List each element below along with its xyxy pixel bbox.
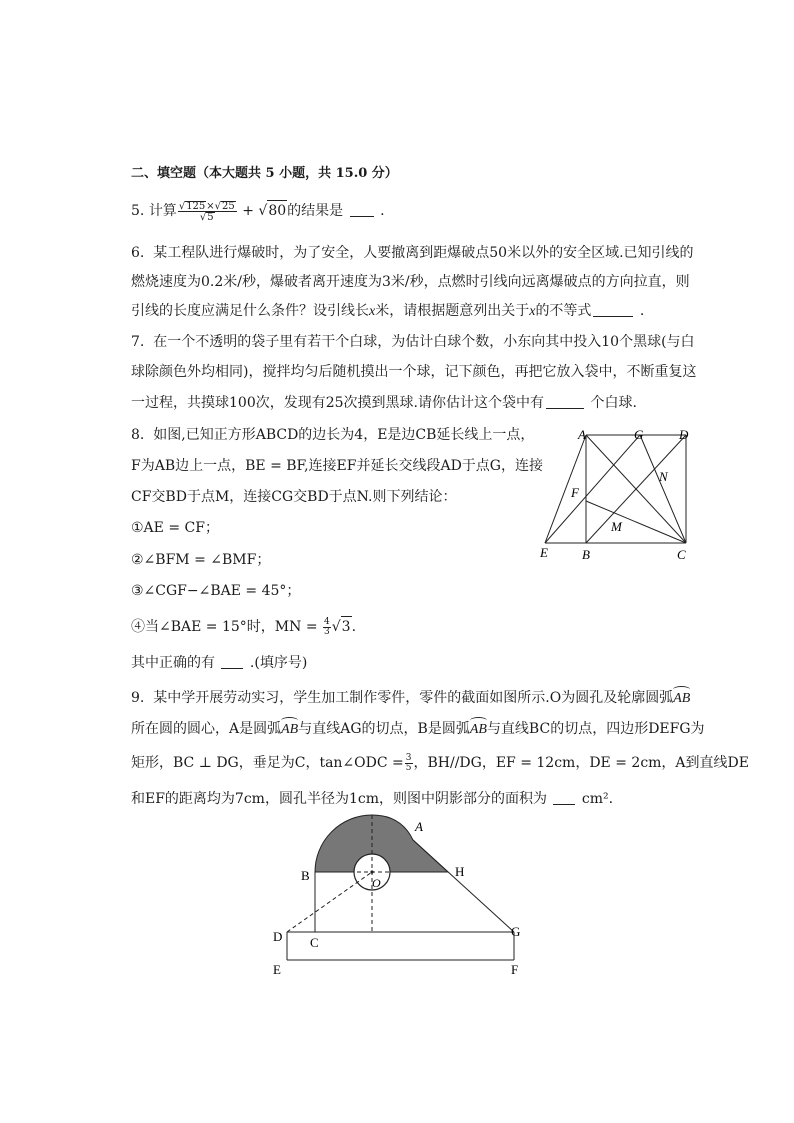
question-6-line-1: 6. 某工程队进行爆破时，为了安全，人要撤离到距爆破点50米以外的安全区域.已知引线的 [131, 245, 694, 261]
fig8-label-A: A [578, 427, 586, 442]
q9-number: 9. [131, 690, 145, 706]
fig8-label-G: G [634, 427, 644, 442]
fig8-label-N: N [659, 469, 668, 484]
q5-sqrt80: 80 [267, 200, 287, 221]
q9-figure [265, 808, 535, 983]
q8-answer-line: 其中正确的有 .(填序号) [131, 655, 308, 671]
q8-conclusion-1: ①AE = CF； [131, 520, 219, 536]
q8-conclusion-4: ④当∠BAE = 15°时，MN = $\frac{4}{3}$ √3. [131, 616, 357, 637]
fig9-label-E: E [273, 962, 281, 977]
fig9-label-C: C [310, 935, 319, 950]
fig8-label-F: F [571, 485, 579, 500]
question-6-line-3: 引线的长度应满足什么条件？设引线长x米，请根据题意列出关于x的不等式 . [131, 303, 645, 319]
question-9-line-2: 所在圆的圆心，A是圆弧AB与直线AG的切点，B是圆弧AB与直线BC的切点，四边形DEFG为 [131, 719, 705, 740]
fig9-label-D: D [273, 929, 283, 944]
fig9-label-A: A [415, 819, 423, 834]
q8-conclusion-2: ②∠BFM = ∠BMF； [131, 552, 271, 568]
fig8-label-E: E [540, 545, 548, 560]
question-6-line-2: 燃烧速度为0.2米/秒，爆破者离开速度为3米/秒，点燃时引线向远离爆破点的方向拉直，则 [131, 274, 690, 290]
question-7-line-2: 球除颜色外均相同)，搅拌均匀后随机摸出一个球，记下颜色，再把它放入袋中，不断重复这 [131, 364, 697, 380]
fig9-label-O: O [372, 876, 381, 890]
q5-fraction: $\frac{√125\times√25}{√5}$ [178, 200, 235, 223]
question-8-line-3: CF交BD于点M，连接CG交BD于点N.则下列结论： [131, 489, 457, 505]
q5-answer-blank[interactable] [350, 202, 374, 217]
q5-plus: + [242, 203, 254, 219]
question-9-line-3: 矩形，BC ⊥ DG，垂足为C，tan∠ODC = $\frac{3}{5}$ ，BH//DG，EF = 12cm，DE = 2cm，A到直线DE [131, 752, 749, 773]
q8-answer-blank[interactable] [221, 654, 243, 669]
fig9-label-F: F [511, 962, 519, 977]
question-7-line-3: 一过程，共摸球100次，发现有25次摸到黑球.请你估计这个袋中有 个白球. [131, 395, 637, 411]
q5-pre: 计算 [148, 203, 177, 219]
q5-number: 5. [131, 203, 145, 219]
question-9-line-4: 和EF的距离均为7cm，圆孔半径为1cm，则图中阴影部分的面积为 cm². [131, 791, 614, 807]
question-5: 5. 计算 $\frac{√125\times√25}{√5}$ + √80的结果是 . [131, 200, 385, 223]
q7-number: 7. [131, 334, 145, 350]
q6-answer-blank[interactable] [593, 302, 633, 317]
fig9-label-H: H [455, 864, 465, 879]
fig8-label-B: B [582, 547, 590, 562]
q7-answer-blank[interactable] [546, 394, 584, 409]
q6-number: 6. [131, 245, 145, 261]
question-8-line-1: 8. 如图,已知正方形ABCD的边长为4，E是边CB延长线上一点， [131, 427, 535, 443]
q9-answer-blank[interactable] [553, 790, 575, 805]
fig8-label-C: C [677, 547, 686, 562]
q8-number: 8. [131, 427, 145, 443]
question-7-line-1: 7. 在一个不透明的袋子里有若干个白球，为估计白球个数，小东向其中投入10个黑球(与白 [131, 334, 695, 350]
q8-figure [535, 425, 705, 565]
fig9-label-G: G [511, 924, 521, 939]
q5-post: 的结果是 [287, 203, 344, 219]
q8-conclusion-3: ③∠CGF−∠BAE = 45°； [131, 583, 301, 599]
question-8-line-2: F为AB边上一点，BE = BF,连接EF并延长交线段AD于点G，连接 [131, 458, 543, 474]
section-title: 二、填空题（本大题共 5 小题，共 15.0 分） [131, 166, 398, 181]
fig8-label-M: M [611, 519, 622, 534]
fig9-label-B: B [301, 868, 310, 883]
question-9-line-1: 9. 某中学开展劳动实习，学生加工制作零件，零件的截面如图所示.O为圆孔及轮廓圆弧AB [131, 688, 690, 709]
fig8-label-D: D [679, 427, 689, 442]
